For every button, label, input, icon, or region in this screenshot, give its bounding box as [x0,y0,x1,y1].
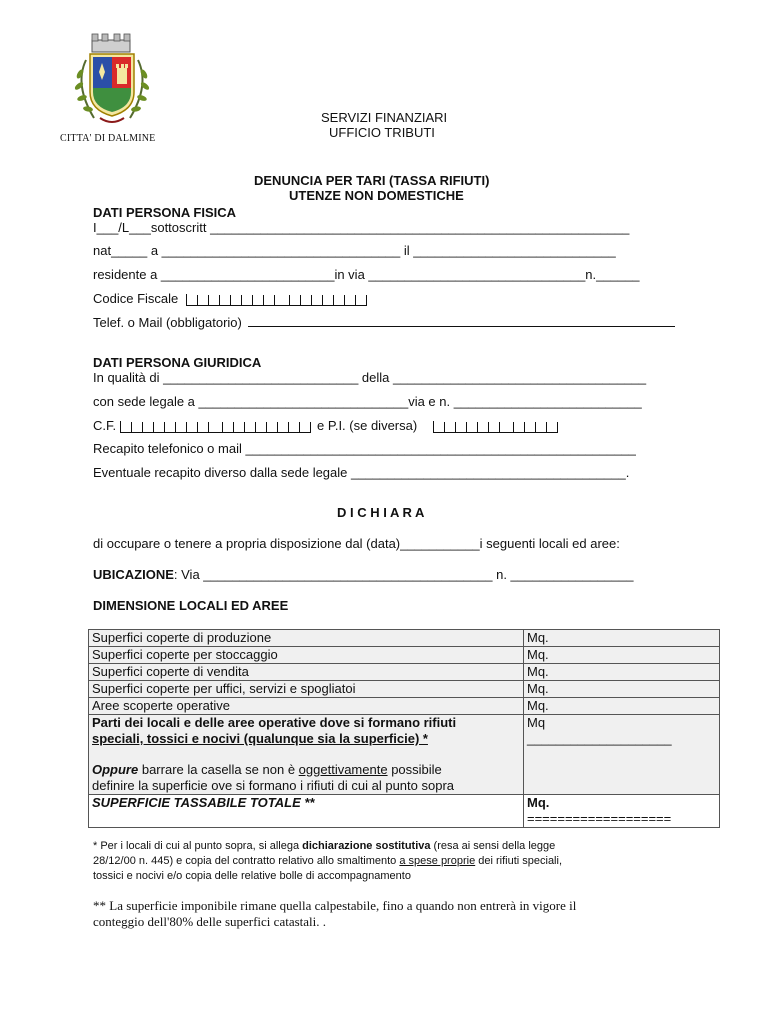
note-5: conteggio dell'80% delle superfici catastali. . [93,914,327,929]
table-row [89,664,720,681]
oppure-word: Oppure [92,762,139,777]
form-subtitle: UTENZE NON DOMESTICHE [289,188,464,203]
special-unit: Mq [527,715,546,730]
field-cf-piva[interactable] [93,418,558,433]
office-line2: UFFICIO TRIBUTI [329,125,435,140]
row-label: Superfici coperte per stoccaggio [89,647,524,664]
field-telefono-mail[interactable] [93,315,675,330]
piva-label: e P.I. (se diversa) [317,418,418,433]
row-label: Superfici coperte di produzione [89,630,524,647]
total-equals: =================== [527,811,672,826]
field-qualita[interactable]: In qualità di ___________________________ della ___________________________________ [93,370,647,385]
note-2-a: 28/12/00 n. 445) e copia del contratto relativo allo smaltimento [93,855,400,867]
total-unit: Mq. [527,795,550,810]
special-line2: speciali, tossici e nocivi (qualunque sia la superficie) * [92,731,428,746]
special-blank[interactable]: ____________________ [527,731,672,746]
special-cell [89,715,524,795]
logo-caption: CITTA' DI DALMINE [60,133,156,144]
note-2-c: dei rifiuti speciali, [475,855,563,867]
note-1-c: (resa ai sensi della legge [430,840,556,852]
table-row [89,698,720,715]
section-persona-fisica: DATI PERSONA FISICA [93,205,237,220]
note-1-b: dichiarazione sostitutiva [302,840,431,852]
codice-fiscale-boxes[interactable] [186,294,367,306]
field-codice-fiscale[interactable] [93,291,367,306]
telefono-mail-label: Telef. o Mail (obbligatorio) [93,315,242,330]
table-row [89,630,720,647]
field-recapito-diverso[interactable]: Eventuale recapito diverso dalla sede legale ______________________________________. [93,465,630,480]
telefono-mail-line[interactable] [248,316,675,327]
special-line1: Parti dei locali e delle aree operative dove si formano rifiuti [92,715,457,730]
codice-fiscale-label: Codice Fiscale [93,291,179,306]
dichiara-heading: D I C H I A R A [337,505,425,520]
piva-boxes[interactable] [433,421,559,433]
oppure-rest1: barrare la casella se non è [138,762,299,777]
row-label: Superfici coperte per uffici, servizi e spogliatoi [89,681,524,698]
cf-boxes[interactable] [120,421,312,433]
note-3: tossici e nocivi e/o copia delle relative bolle di accompagnamento [93,870,411,882]
field-residenza[interactable]: residente a ________________________in via ______________________________n.______ [93,267,640,282]
field-sede-legale[interactable]: con sede legale a _____________________________via e n. __________________________ [93,394,642,409]
row-unit[interactable]: Mq. [524,698,720,715]
table-row [89,647,720,664]
table-row-total [89,795,720,828]
row-unit[interactable]: Mq. [524,664,720,681]
oppure-line1 [92,762,520,778]
office-line1: SERVIZI FINANZIARI [321,110,448,125]
field-ubicazione[interactable] [93,567,633,582]
cf-label: C.F. [93,418,117,433]
note-1-a: * Per i locali di cui al punto sopra, si allega [93,840,303,852]
total-label: SUPERFICIE TASSABILE TOTALE ** [89,795,524,828]
field-nascita[interactable]: nat_____ a _________________________________ il ____________________________ [93,243,616,258]
row-label: Aree scoperte operative [89,698,524,715]
row-unit[interactable]: Mq. [524,681,720,698]
oggettivamente-word: oggettivamente [298,762,388,777]
total-unit-cell[interactable] [524,795,720,828]
ubicazione-label: UBICAZIONE [93,567,174,582]
coat-of-arms-logo [66,30,158,130]
special-unit-cell[interactable] [524,715,720,795]
note-1 [93,840,555,852]
dimensione-heading: DIMENSIONE LOCALI ED AREE [93,598,289,613]
row-unit[interactable]: Mq. [524,647,720,664]
note-2 [93,855,562,867]
note-2-b: a spese proprie [399,855,476,867]
field-recapito[interactable]: Recapito telefonico o mail ______________________________________________________ [93,441,636,456]
row-label: Superfici coperte di vendita [89,664,524,681]
form-title: DENUNCIA PER TARI (TASSA RIFIUTI) [254,173,490,188]
ubicazione-line[interactable]: : Via ________________________________________ n. _________________ [173,567,634,582]
section-persona-giuridica: DATI PERSONA GIURIDICA [93,355,262,370]
oppure-line2: definire la superficie ove si formano i rifiuti di cui al punto sopra [92,778,455,793]
surfaces-table [88,629,720,828]
field-sottoscritto[interactable]: I___/L___sottoscritt __________________________________________________________ [93,220,630,235]
table-row [89,681,720,698]
row-unit[interactable]: Mq. [524,630,720,647]
oppure-rest2: possibile [387,762,442,777]
field-data-occupazione[interactable]: di occupare o tenere a propria disposizione dal (data)___________i seguenti locali ed aree: [93,536,620,551]
table-row-special [89,715,720,795]
note-4: ** La superficie imponibile rimane quella calpestabile, fino a quando non entrerà in vigore il [93,898,577,913]
